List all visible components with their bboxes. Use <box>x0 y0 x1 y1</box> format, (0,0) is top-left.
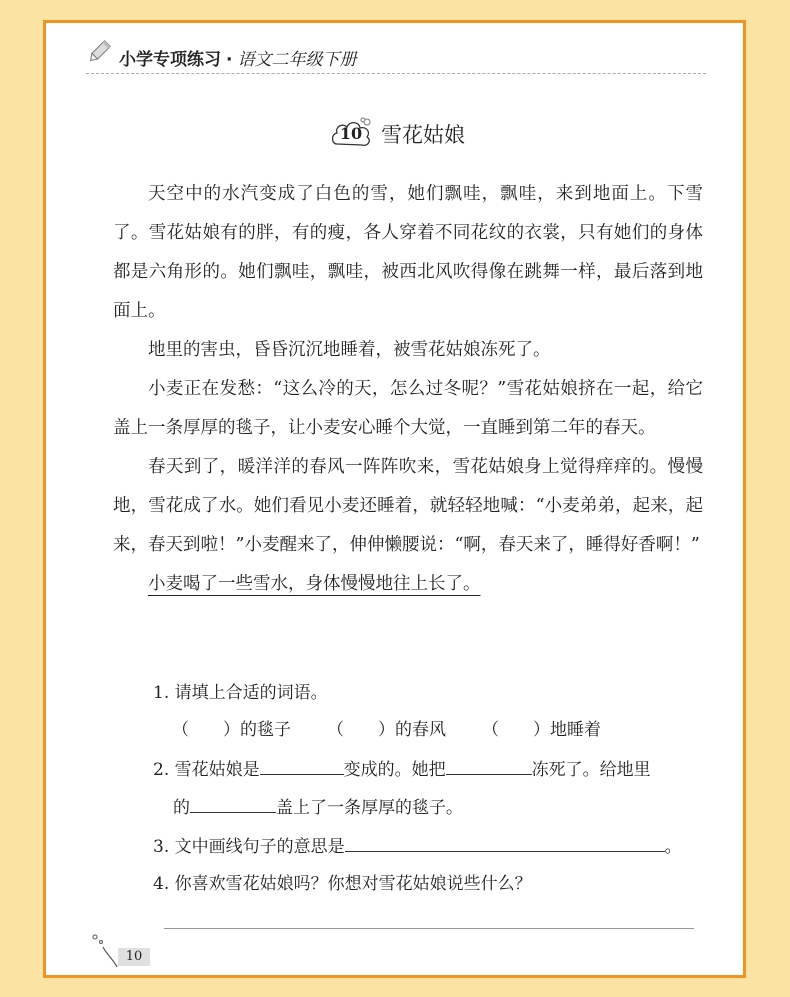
story-paragraph: 小麦正在发愁：“这么冷的天，怎么过冬呢？”雪花姑娘挤在一起，给它盖上一条厚厚的毯子，让小麦安心睡个大觉，一直睡到第二年的春天。 <box>113 379 703 438</box>
question-2-text: 的 <box>173 798 190 818</box>
story-text <box>113 175 703 604</box>
lesson-heading <box>329 116 465 152</box>
question-2-text: 2. 雪花姑娘是 <box>153 760 260 780</box>
fill-blank-item[interactable]: （ ）地睡着 <box>482 720 601 740</box>
lesson-number: 10 <box>339 124 363 143</box>
fill-blank-item[interactable]: （ ）的春风 <box>327 720 446 740</box>
question-3-text: 3. 文中画线句子的意思是 <box>153 837 345 857</box>
fill-blank-item[interactable]: （ ）的毯子 <box>172 720 291 740</box>
title-separator: · <box>226 50 233 70</box>
answer-writing-line[interactable] <box>164 928 694 929</box>
answer-blank[interactable] <box>190 794 276 813</box>
question-2-line-1 <box>153 756 651 783</box>
header-title <box>119 45 356 70</box>
story-paragraph: 天空中的水汽变成了白色的雪，她们飘哇，飘哇，来到地面上。下雪了。雪花姑娘有的胖，有的瘦，各人穿着不同花纹的衣裳，只有她们的身体都是六角形的。她们飘哇，飘哇，被西北风吹得像在跳舞一样，最后落到地面上。 <box>113 184 703 321</box>
underlined-sentence: 小麦喝了一些雪水，身体慢慢地往上长了。 <box>148 574 481 594</box>
question-1-items <box>172 717 601 743</box>
question-2-text: 冻死了。给地里 <box>531 760 651 780</box>
answer-blank[interactable] <box>446 756 532 775</box>
series-title: 小学专项练习 <box>119 50 221 70</box>
answer-blank[interactable] <box>260 756 344 775</box>
question-2-text: 变成的。她把 <box>343 760 446 780</box>
page-header <box>86 39 706 74</box>
question-3-end: 。 <box>664 837 682 857</box>
story-paragraph: 地里的害虫，昏昏沉沉地睡着，被雪花姑娘冻死了。 <box>148 340 551 360</box>
question-2-line-2 <box>173 794 463 821</box>
answer-blank[interactable] <box>345 833 665 852</box>
question-2-text: 盖上了一条厚厚的毯子。 <box>276 798 463 818</box>
book-subtitle: 语文二年级下册 <box>237 50 357 70</box>
question-4: 4. 你喜欢雪花姑娘吗？你想对雪花姑娘说些什么？ <box>153 874 532 894</box>
question-3 <box>153 833 682 860</box>
lesson-title: 雪花姑娘 <box>381 123 465 147</box>
footer-swirl-icon <box>91 933 119 969</box>
lesson-number-badge <box>329 116 373 152</box>
pencil-icon <box>86 39 112 65</box>
underlined-sentence-paragraph <box>113 565 703 604</box>
question-1: 1. 请填上合适的词语。 <box>153 683 328 703</box>
story-paragraph: 春天到了，暖洋洋的春风一阵阵吹来，雪花姑娘身上觉得痒痒的。慢慢地，雪花成了水。她们看见小麦还睡着，就轻轻地喊：“小麦弟弟，起来，起来，春天到啦！”小麦醒来了，伸伸懒腰说：“啊，春天来了，睡得好香啊！” <box>113 457 703 555</box>
worksheet-page <box>43 20 746 978</box>
page-number: 10 <box>118 948 150 966</box>
